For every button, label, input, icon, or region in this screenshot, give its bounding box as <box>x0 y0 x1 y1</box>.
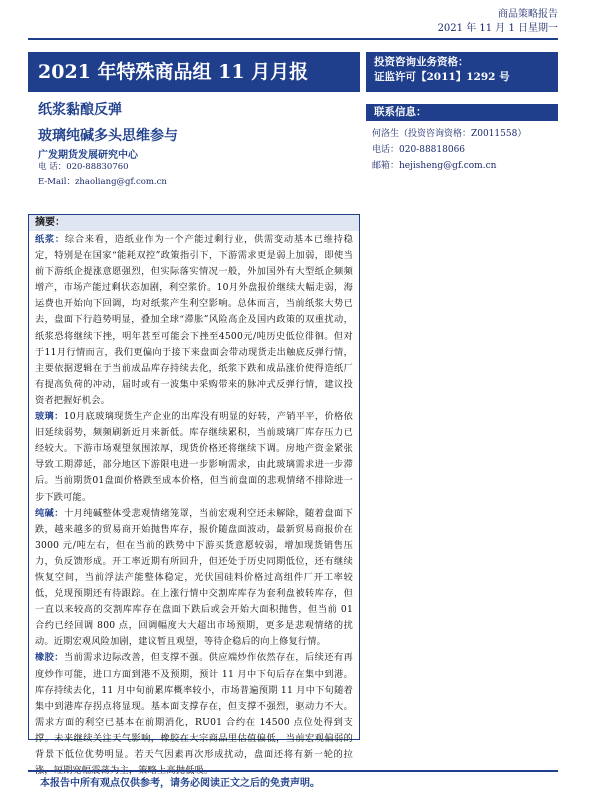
report-category: 商品策略报告 <box>498 9 558 20</box>
section-text: 10月底玻璃现货生产企业的出库没有明显的好转，产销平平，价格依旧延续弱势，频频刷新近月来新低。库存继续累积，当前玻璃厂库存压力已经较大。下游市场观望氛围浓厚，现货价格还将继续下调。房地产资金紧张导致工期滞延，部分地区下游限电进一步影响需求，由此玻璃需求进一步滞后。当前期货01盘面价格跌至成本价格，但当前盘面的悲观情绪不排除进一步下跌可能。 <box>35 411 353 503</box>
section-text: 当前需求边际改善，但支撑不强。供应端炒作依然存在，后续还有再度炒作可能，进口方面到港不及预期，预计 11 月中下旬后存在集中到港。库存持续去化，11 月中旬前累库概率较小，市场普遍预期 11 月中下旬随着集中到港库存拐点将显现。基本面支撑存在，但支撑不强烈，驱动力不大。需求方面的利空已基本在前期消化，RU01 合约在 14500 点位处得到支撑。未来继续关注天气影响，橡胶在大宗商品里估值偏低，当前宏观偏弱的背景下低位优势明显。若天气因素再次形成扰动，盘面还将有新一轮的拉 <box>35 652 353 760</box>
phone-label: 电 话： <box>38 162 67 172</box>
report-title: 2021 年特殊商品组 11 月月报 <box>28 52 360 92</box>
subtitle-2: 玻璃纯碱多头思维参与 <box>38 128 178 144</box>
report-date: 2021 年 11 月 1 日星期一 <box>437 23 558 34</box>
section-text: 综合来看，造纸业作为一个产能过剩行业，供需变动基本已维持稳定，特别是在国家“能耗双控”政策指引下，下游需求更是弱上加弱，即使当前下游纸企提涨意愿强烈，但实际落实情况一般，外加国外有大型纸企频频增产，市场产能过剩状态加剧，利空浆价。10月外盘报价继续大幅走弱，海运费也开始向下回调，均对纸浆产生利空影响。总体而言，当前纸浆大势已去，盘面下行趋势明显，叠加全球“滞胀”风险高企及国内政策的双重扰动，纸浆恐将继续下挫，明年甚至可能会下挫至4500元/吨历史低位徘徊。但对于11月行情而言，我们更偏向于接下来盘面会带动现货走出触底反弹行情，主要依据逻辑在于当前成品库存持续去化，纸浆下跌和成品涨价使得造纸厂有提高负荷的冲动，届时或有一波集中采购带来的脉冲式反弹行情，建议投资者把握好机会。 <box>35 234 353 406</box>
cert-title: 投资咨询业务资格： <box>374 56 469 68</box>
author-contact <box>38 160 167 190</box>
analyst-name: 何洛生（投资咨询资格：Z0011558） <box>372 129 527 139</box>
email-value[interactable]: zhaoliang@gf.com.cn <box>74 177 167 187</box>
section-rubber <box>35 650 353 779</box>
section-pulp <box>35 232 353 409</box>
section-glass <box>35 409 353 506</box>
section-lead: 纯碱： <box>35 507 64 519</box>
section-soda-ash <box>35 506 353 651</box>
section-text: 十月纯碱整体受悲观情绪笼罩，当前宏观利空还未解除，随着盘面下跌，越来越多的贸易商开始抛售库存，报价随盘面波动，最新贸易商报价在 3000 元/吨左右，但在当前的跌势中下游买货意愿较弱，增加现货销售压力，负反馈形成。开工率近期有所回升，但还处于历史同期低位，还有继续恢复空间，当前浮法产能整体稳定，光伏国硅料价格过高组件厂开工率较低，兑现预期还有待跟踪。在上涨行情中交割库库存为套利盘被转库存，但一直以来较高的交割库库存在盘面下跌后或会开始大面积抛售，但当前 01 合约已经回调 800 点，回调幅度大大超出市场预期，更多是悲观情绪的扰动。近期宏观风险加剧，建议暂且观望，等待企稳后的向上修复行情。 <box>35 507 353 648</box>
abstract-heading: 摘要： <box>29 215 359 231</box>
phone-value: 020-88830760 <box>66 162 129 172</box>
section-lead: 玻璃： <box>35 411 64 423</box>
abstract-box <box>28 214 360 760</box>
contact-heading: 联系信息： <box>366 104 558 121</box>
subtitle-1: 纸浆黏酿反弹 <box>38 102 122 118</box>
email-label: E-Mail： <box>38 177 75 187</box>
abstract-body <box>29 231 359 779</box>
bottom-divider <box>28 770 558 772</box>
analyst-phone: 电话：020-88818066 <box>372 145 466 155</box>
department: 广发期货发展研究中心 <box>38 150 138 161</box>
section-lead: 纸浆： <box>35 234 65 245</box>
analyst-email: 邮箱：hejisheng@gf.com.cn <box>372 161 497 171</box>
cert-number: 证监许可【2011】1292 号 <box>374 71 510 83</box>
certification-box <box>366 52 558 92</box>
disclaimer: 本报告中所有观点仅供参考，请务必阅读正文之后的免责声明。 <box>40 778 320 789</box>
section-lead: 橡胶： <box>35 652 64 664</box>
top-divider <box>28 38 558 40</box>
report-header <box>438 8 558 36</box>
analyst-contact <box>372 126 562 174</box>
